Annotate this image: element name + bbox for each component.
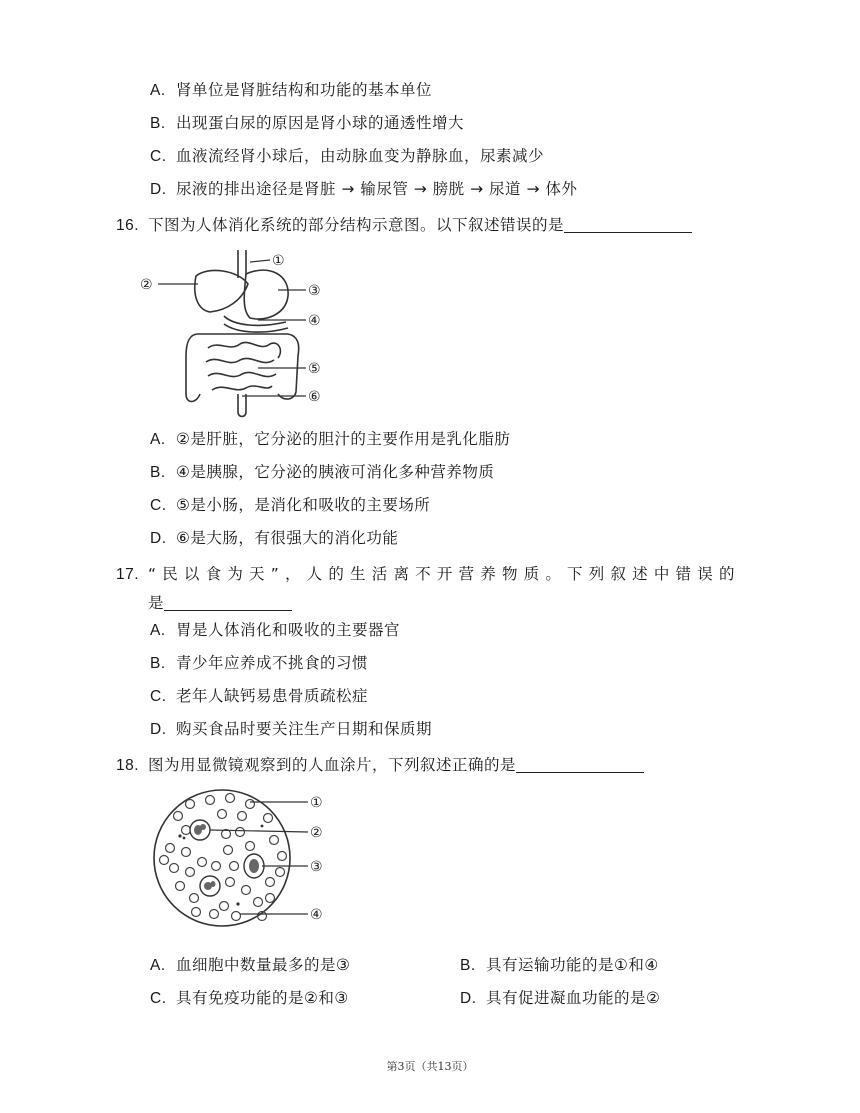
fig-label-3: ③: [308, 283, 321, 299]
red-blood-cell: [254, 898, 263, 907]
red-blood-cell: [246, 842, 255, 851]
q18-option-d: D. 具有促进凝血功能的是②: [460, 989, 661, 1007]
blood-smear-figure: [150, 786, 340, 936]
q17-option-a: A. 胃是人体消化和吸收的主要器官: [150, 621, 401, 639]
red-blood-cell: [206, 796, 215, 805]
red-blood-cell: [230, 862, 239, 871]
red-blood-cell: [224, 846, 233, 855]
red-blood-cell: [242, 886, 251, 895]
q17-stem-line2: 是: [148, 592, 292, 614]
fig-label-2: ②: [140, 277, 153, 293]
red-blood-cell: [210, 910, 219, 919]
digestive-system-figure: [138, 244, 338, 420]
red-blood-cell: [220, 902, 229, 911]
q16-stem: 16. 下图为人体消化系统的部分结构示意图。以下叙述错误的是: [116, 214, 692, 237]
q18-option-c: C. 具有免疫功能的是②和③: [150, 989, 349, 1007]
red-blood-cell: [226, 878, 235, 887]
fig-label-2: ②: [310, 825, 323, 841]
q18-option-b: B. 具有运输功能的是①和④: [460, 956, 659, 974]
red-blood-cell: [238, 812, 247, 821]
q17-option-b: B. 青少年应养成不挑食的习惯: [150, 654, 369, 672]
red-blood-cell: [246, 800, 255, 809]
q17-option-c: C. 老年人缺钙易患骨质疏松症: [150, 687, 369, 705]
red-blood-cell: [170, 864, 179, 873]
q15-option-a: A. 肾单位是肾脏结构和功能的基本单位: [150, 81, 433, 99]
red-blood-cell: [182, 826, 191, 835]
red-blood-cell: [270, 836, 279, 845]
red-blood-cell: [278, 852, 287, 861]
red-blood-cell: [236, 828, 245, 837]
fig-label-3: ③: [310, 859, 323, 875]
red-blood-cell: [198, 858, 207, 867]
red-blood-cell: [226, 794, 235, 803]
q15-option-b: B. 出现蛋白尿的原因是肾小球的通透性增大: [150, 114, 465, 132]
q16-option-c: C. ⑤是小肠，是消化和吸收的主要场所: [150, 496, 431, 514]
red-blood-cell: [166, 844, 175, 853]
q17-stem-line1: 17. “民以食为天”，人的生活离不开营养物质。下列叙述中错误的: [116, 565, 741, 583]
red-blood-cell: [186, 868, 195, 877]
answer-blank[interactable]: [564, 214, 692, 233]
fig-label-1: ①: [310, 795, 323, 811]
red-blood-cell: [186, 800, 195, 809]
red-blood-cell: [192, 908, 201, 917]
red-blood-cell: [212, 862, 221, 871]
red-blood-cell: [264, 814, 273, 823]
q16-option-b: B. ④是胰腺，它分泌的胰液可消化多种营养物质: [150, 463, 495, 481]
q16-option-a: A. ②是肝脏，它分泌的胆汁的主要作用是乳化脂肪: [150, 430, 511, 448]
red-blood-cell: [266, 894, 275, 903]
answer-blank[interactable]: [516, 754, 644, 773]
q18-option-a: A. 血细胞中数量最多的是③: [150, 956, 351, 974]
red-blood-cell: [232, 912, 241, 921]
answer-blank[interactable]: [164, 592, 292, 611]
red-blood-cell: [218, 810, 227, 819]
q15-option-c: C. 血液流经肾小球后，由动脉血变为静脉血，尿素减少: [150, 147, 545, 165]
red-blood-cell: [190, 894, 199, 903]
fig-label-4: ④: [310, 907, 323, 923]
fig-label-5: ⑤: [308, 361, 321, 377]
red-blood-cell: [176, 882, 185, 891]
fig-label-1: ①: [272, 253, 285, 269]
fig-label-6: ⑥: [308, 389, 321, 405]
red-blood-cell: [266, 878, 275, 887]
q17-option-d: D. 购买食品时要关注生产日期和保质期: [150, 720, 433, 738]
page-footer: 第3页（共13页）: [386, 1060, 474, 1073]
red-blood-cell: [182, 848, 191, 857]
q18-stem: 18. 图为用显微镜观察到的人血涂片，下列叙述正确的是: [116, 754, 644, 777]
red-blood-cell: [276, 868, 285, 877]
red-blood-cell: [160, 856, 169, 865]
q15-option-d: D. 尿液的排出途径是肾脏 → 输尿管 → 膀胱 → 尿道 → 体外: [150, 180, 578, 198]
red-blood-cell: [174, 812, 183, 821]
fig-label-4: ④: [308, 313, 321, 329]
q16-option-d: D. ⑥是大肠，有很强大的消化功能: [150, 529, 399, 547]
